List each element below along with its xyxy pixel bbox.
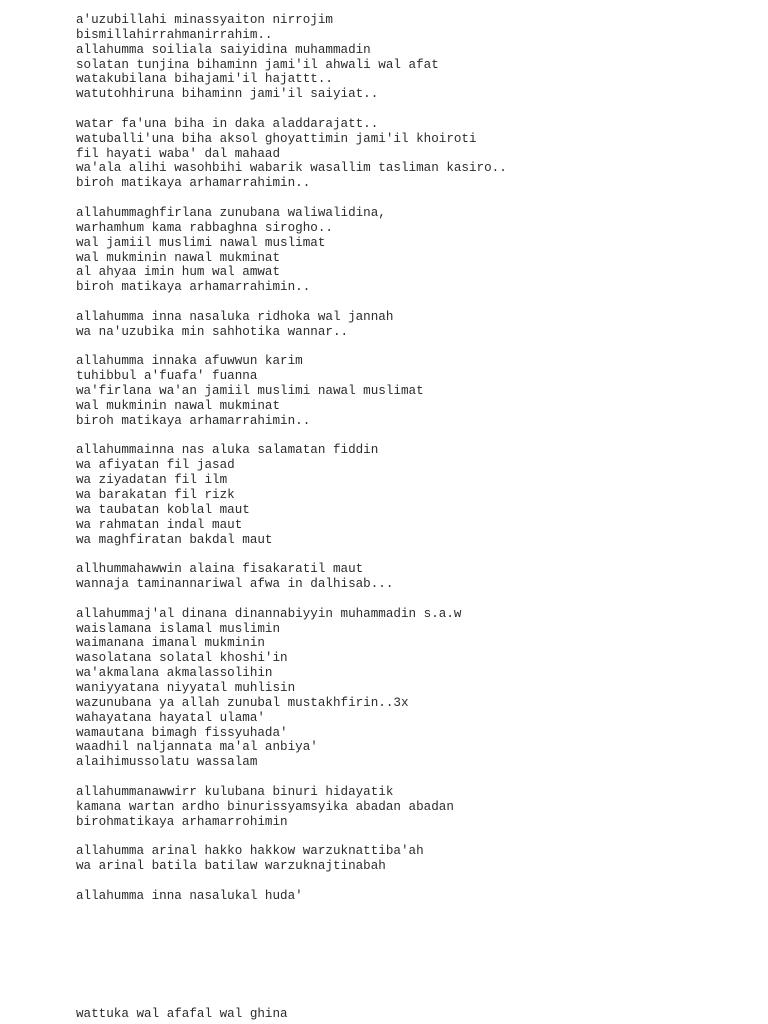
text-line: biroh matikaya arhamarrahimin.. <box>76 176 311 191</box>
text-line: wamautana bimagh fissyuhada' <box>76 725 288 740</box>
stanza <box>76 117 507 191</box>
text-line: al ahyaa imin hum wal amwat <box>76 265 281 280</box>
stanza <box>76 354 507 428</box>
text-line: wa maghfiratan bakdal maut <box>76 532 273 547</box>
text-line: allahumma soiliala saiyidina muhammadin <box>76 42 371 57</box>
text-line: wal mukminin nawal mukminat <box>76 398 281 413</box>
text-line: wa'ala alihi wasohbihi wabarik wasallim tasliman kasiro.. <box>76 161 507 176</box>
text-line: waniyyatana niyyatal muhlisin <box>76 680 296 695</box>
text-line: wa ziyadatan fil ilm <box>76 473 228 488</box>
text-line: allahumma innaka afuwwun karim <box>76 354 303 369</box>
text-line: allahumma inna nasalukal huda' <box>76 888 303 903</box>
text-line: waadhil naljannata ma'al anbiya' <box>76 740 318 755</box>
text-line: wa afiyatan fil jasad <box>76 458 235 473</box>
text-line: tuhibbul a'fuafa' fuanna <box>76 369 258 384</box>
text-line: warhamhum kama rabbaghna sirogho.. <box>76 220 333 235</box>
text-line: wa'firlana wa'an jamiil muslimi nawal muslimat <box>76 384 424 399</box>
stanza <box>76 785 507 830</box>
text-line: biroh matikaya arhamarrahimin.. <box>76 280 311 295</box>
text-line: wannaja taminannariwal afwa in dalhisab... <box>76 577 394 592</box>
text-line: biroh matikaya arhamarrahimin.. <box>76 413 311 428</box>
text-line: allahumma arinal hakko hakkow warzuknattiba'ah <box>76 844 424 859</box>
text-line: wa arinal batila batilaw warzuknajtinabah <box>76 859 386 874</box>
text-line: waislamana islamal muslimin <box>76 621 281 636</box>
text-line: wa'akmalana akmalassolihin <box>76 666 273 681</box>
stanza <box>76 443 507 547</box>
text-line: alaihimussolatu wassalam <box>76 755 258 770</box>
stanza <box>76 844 507 874</box>
text-line: watakubilana bihajami'il hajattt.. <box>76 72 333 87</box>
text-line: allahummaghfirlana zunubana waliwalidina, <box>76 205 386 220</box>
prayer-text-block <box>76 13 507 918</box>
text-line: wal jamiil muslimi nawal muslimat <box>76 235 326 250</box>
text-line: waimanana imanal mukminin <box>76 636 265 651</box>
stanza <box>76 607 507 770</box>
text-line: wa na'uzubika min sahhotika wannar.. <box>76 324 349 339</box>
stanza <box>76 13 507 102</box>
text-line: kamana wartan ardho binurissyamsyika abadan abadan <box>76 799 454 814</box>
stanza <box>76 310 507 340</box>
stanza <box>76 206 507 295</box>
text-line: wazunubana ya allah zunubal mustakhfirin..3x <box>76 695 409 710</box>
text-line: wasolatana solatal khoshi'in <box>76 651 288 666</box>
text-line: allahummaj'al dinana dinannabiyyin muhammadin s.a.w <box>76 606 462 621</box>
text-line: birohmatikaya arhamarrohimin <box>76 814 288 829</box>
text-line: wal mukminin nawal mukminat <box>76 250 281 265</box>
stanza <box>76 562 507 592</box>
text-line: allhummahawwin alaina fisakaratil maut <box>76 562 364 577</box>
text-line: solatan tunjina bihaminn jami'il ahwali wal afat <box>76 57 439 72</box>
text-line: allahumma inna nasaluka ridhoka wal jannah <box>76 309 394 324</box>
text-line: watutohhiruna bihaminn jami'il saiyiat.. <box>76 87 379 102</box>
text-line: allahummanawwirr kulubana binuri hidayatik <box>76 784 394 799</box>
text-line: fil hayati waba' dal mahaad <box>76 146 281 161</box>
text-line: bismillahirrahmanirrahim.. <box>76 27 273 42</box>
text-line: wa taubatan koblal maut <box>76 502 250 517</box>
stanza <box>76 889 507 904</box>
text-line: watar fa'una biha in daka aladdarajatt.. <box>76 116 379 131</box>
text-line: a'uzubillahi minassyaiton nirrojim <box>76 13 333 27</box>
text-line: watuballi'una biha aksol ghoyattimin jami'il khoiroti <box>76 131 477 146</box>
text-line: wahayatana hayatal ulama' <box>76 710 265 725</box>
text-line: wa barakatan fil rizk <box>76 488 235 502</box>
text-line: wa rahmatan indal maut <box>76 517 243 532</box>
text-line: allahummainna nas aluka salamatan fiddin <box>76 443 379 458</box>
footer-line: wattuka wal afafal wal ghina <box>76 1007 288 1021</box>
